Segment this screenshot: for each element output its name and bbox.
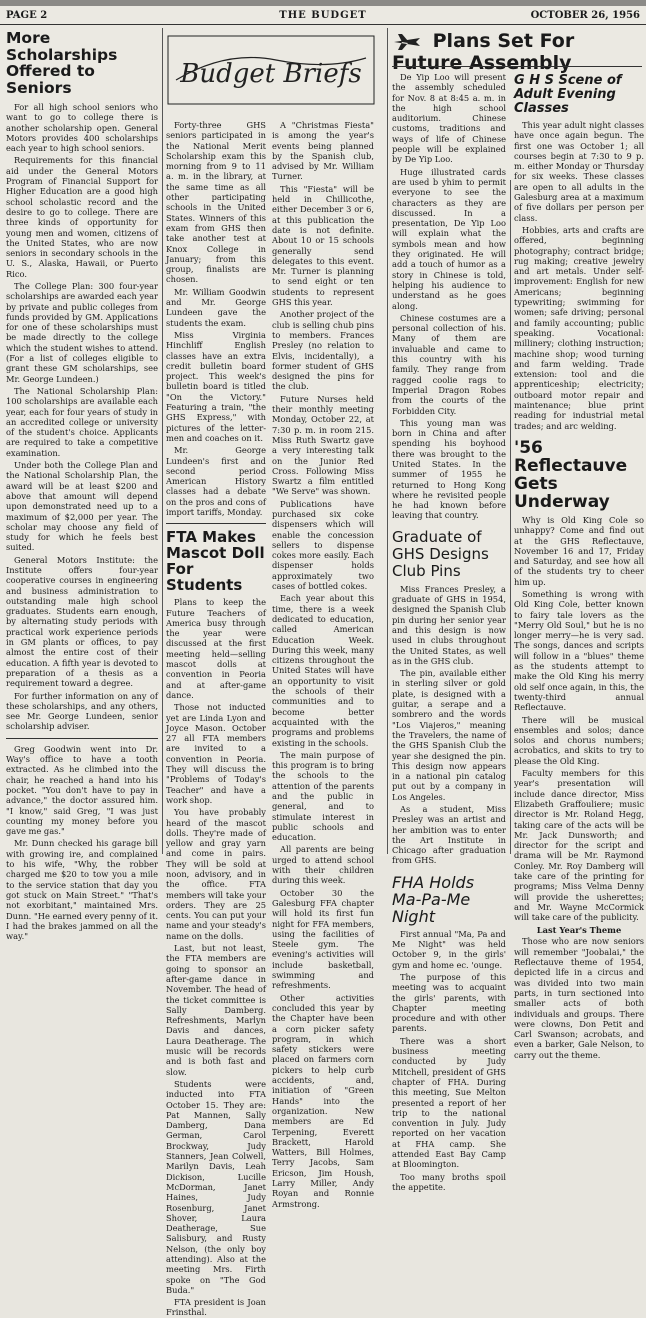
plans-headline: Plans Set For Future Assembly: [392, 30, 575, 74]
mascot-headline: FTA Makes Mascot Doll For Students: [166, 528, 265, 595]
paragraph: All parents are being urged to attend school with their children during this week.: [272, 844, 374, 886]
paragraph: Those not inducted yet are Linda Lyon and Joyce Mason. October 27 all FTA members are invited to a convention in Peoria. They will discuss the "Problems of Today's Teacher" and have a work shop.: [166, 702, 266, 805]
briefs-left-body: [166, 120, 266, 517]
paragraph: Other activities concluded this year by the Chapter have been a corn picker safety program, in which safety stickers were placed on farmers corn pickers to help curb accidents, and, initiation of "Green Hands" into the organization. New members are Ed Terpening, Everett Brackett, Harold Watters, Bill Holmes, Terry Jacobs, Sam Ericson, Jim Housh, Larry Miller, Andy Royan and Ronnie Armstrong.: [272, 992, 374, 1209]
paragraph: Hobbies, arts and crafts are offered, beginning photography; contract bridge; rug making; creative jewelry and art metals. Under self-improvement: English for new Americans; beginning typewriting; swimming for women; safe driving; personal and family accounting; public speaking. Vocational: millinery; clothing instruction; machine shop; wood turning and farm welding. Trade extension: tool and die apprenticeship; electricity; outboard motor repair and maintenance; blue print reading for industrial metal trades; and arc welding.: [514, 224, 644, 431]
paragraph: This "Fiesta" will be held in Chillicothe, either December 3 or 6, at this publication the date is not definite. About 10 or 15 schools generally send delegates to this event. Mr. Turner is planning to send eight or ten students to represent GHS this year.: [272, 183, 374, 308]
paragraph: Under both the College Plan and the National Scholarship Plan, the award will be at least $200 and above that amount will depend upon demonstrated need up to a maximum of $2,000 per year. The scholar may choose any field of study for which he feels best suited.: [6, 460, 158, 553]
paragraph: Mr. William Goodwin and Mr. George Lundeen gave the students the exam.: [166, 286, 266, 328]
theme-subhead: Last Year's Theme: [536, 925, 622, 936]
adult-body: [514, 120, 644, 431]
jokes-body: [6, 744, 158, 942]
plans-body: [392, 72, 506, 521]
paragraph: Plans to keep the Future Teachers of America busy through the year were discussed at the first meeting held—selling mascot dolls at convention in Peoria and at after-game dance.: [166, 597, 266, 700]
mascot-body: [166, 597, 266, 1317]
paragraph: The National Scholarship Plan: 100 scholarships are available each year, each for four years of study in an accredited college or university of the student's choice. Applicants are required to take a competitive examination.: [6, 385, 158, 458]
reflectauve-headline: '56 Reflectauve Gets Underway: [514, 437, 628, 512]
paragraph: You have probably heard of the mascot dolls. They're made of yellow and gray yarn and come in pairs. They will be sold at noon, advisory, and in the office. FTA members will take your orders. They are 25 cents. You can put your name and your steady's name on the dolls.: [166, 807, 266, 941]
scholarships-column: [6, 29, 158, 942]
paragraph: Greg Goodwin went into Dr. Way's office to have a tooth extracted. As he climbed into the chair, he reached a hand into his pocket. "You don't have to pay in advance," the doctor assured him. "I know," said Greg, "I was just counting my money before you gave me gas.": [6, 743, 158, 837]
paragraph: The purpose of this meeting was to acquaint the girls' parents, with Chapter meeting procedure and with other parents.: [392, 971, 506, 1034]
paragraph: This year adult night classes have once again begun. The first one was October 1; all courses begin at 7:30 to 9 p. m. either Monday or Thursday for six weeks. These classes are open to all adults in the Galesburg area at a maximum of five dollars per person per class.: [514, 120, 644, 223]
divider: [6, 738, 158, 739]
fha-headline: FHA Holds Ma-Pa-Me Night: [392, 872, 475, 926]
paragraph: Chinese costumes are a personal collection of his. Many of them are invaluable and came to this country with his family. They range from ragged coolie rags to Imperial Dragon Robes from the courts of the Forbidden City.: [392, 312, 506, 416]
paragraph: Last, but not least, the FTA members are going to sponsor an after-game dance in November. The head of the ticket committee is Sally Damberg. Refreshments, Marlyn Davis and dances, Laura Deatherage. The music will be records and is both fast and slow.: [166, 943, 266, 1077]
paragraph: Mr. Dunn checked his garage bill with growing ire, and complained to his wife, "Why, the robber charged me $20 to tow you a mile to the service station that day you got stuck on Main Street." "That's not exorbitant," maintained Mrs. Dunn. "He earned every penny of it. I had the brakes jammed on all the way.": [6, 838, 158, 942]
masthead-strip: [0, 0, 646, 6]
briefs-right-body: [272, 120, 374, 1209]
paragraph: Something is wrong with Old King Cole, better known to fairy tale lovers as the "Merry Old Soul," but he is no longer merry—he is very sad. The songs, dances and scripts will follow in a "blues" theme as the students attempt to make the Old King his merry old self once again, in this, the twenty-third annual Reflectauve.: [514, 588, 644, 713]
paragraph: The main purpose of this program is to bring the schools to the attention of the parents and the public in general, and to stimulate interest in public schools and education.: [272, 749, 374, 843]
paragraph: First annual "Ma, Pa and Me Night" was held October 9, in the girls' gym and home ec. 'ounge.: [392, 928, 506, 970]
graduate-headline: Graduate of GHS Designs Club Pins: [392, 527, 489, 580]
scholarships-body: [6, 102, 158, 732]
paragraph: Future Nurses held their monthly meeting Monday, October 22, at 7:30 p. m. in room 215. Miss Ruth Swartz gave a very interesting talk on the Junior Red Cross. Following Miss Swartz a film entitled "We Serve" was shown.: [272, 393, 374, 497]
budget-briefs-script: [166, 30, 376, 110]
scholarships-headline: More Scholarships Offered to Seniors: [6, 29, 118, 98]
paragraph: Requirements for this financial aid under the General Motors Program of Financial Support for Higher Education are a good high school scholastic record and the desire to go to college. There are three kinds of opportunity for young men and women, citizens of the United States, who are now seniors in secondary schools in the U. S., Alaska, Hawaii, or Puerto Rico.: [6, 155, 158, 279]
paragraph: A "Christmas Fiesta" is among the year's events being planned by the Spanish club, advised by Mr. William Turner.: [272, 120, 374, 182]
page-number: PAGE 2: [6, 10, 48, 21]
page-header: [0, 8, 646, 25]
adult-column: [514, 72, 644, 1060]
fha-body: [392, 929, 506, 1192]
paragraph: Mr. George Lundeen's first and second period American History classes had a debate on the pros and cons of import tariffs, Monday.: [166, 445, 266, 517]
reflectauve-body: [514, 515, 644, 923]
graduate-body: [392, 584, 506, 866]
paragraph: General Motors Institute: the Institute offers four-year cooperative courses in engineering and business administration to outstanding male high school graduates. Students earn enough, by alternating study periods with practical work experience periods in GM plants or offices, to pay almost the entire cost of their education. A fifth year is devoted to preparation of a thesis as a requirement toward a degree.: [6, 554, 158, 689]
paragraph: FTA president is Joan Frinsthal.: [166, 1297, 266, 1318]
paragraph: Too many broths spoil the appetite.: [392, 1171, 506, 1192]
column-rule: [387, 28, 388, 854]
briefs-column-right: [272, 120, 374, 1209]
issue-date: OCTOBER 26, 1956: [530, 10, 640, 21]
plans-column: [392, 72, 506, 1192]
adult-headline: G H S Scene of Adult Evening Classes: [514, 73, 622, 116]
paragraph: For all high school seniors who want to go to college there is another scholarship open. General Motors provides 400 scholarships each year to high school seniors.: [6, 101, 158, 154]
paragraph: There was a short business meeting conducted by Judy Mitchell, president of GHS chapter of FHA. During this meeting, Sue Melton presented a report of her trip to the national convention in July. Judy reported on her vacation at FHA camp. She attended East Bay Camp at Bloomington.: [392, 1035, 506, 1170]
paragraph: There will be musical ensembles and solos; dance solos and chorus numbers; acrobatics, and skits to try to please the Old King.: [514, 714, 644, 766]
paragraph: Miss Frances Presley, a graduate of GHS in 1954, designed the Spanish Club pin during her senior year and this design is now used in clubs throughout the United States, as well as in the GHS club.: [392, 583, 506, 666]
paragraph: Faculty members for this year's presentation will include dance director, Miss Elizabeth Graffouliere; music director is Mr. Roland Hegg, taking care of the acts will be Mr. Jack Dunsworth; and director for the script and drama will be Mr. Raymond Conley. Mr. Roy Damberg will take care of the printing for programs; Miss Velma Denny will provide the usherettes; and Mr. Wayne McCormick will take care of the publicity.: [514, 768, 644, 923]
paragraph: The College Plan: 300 four-year scholarships are awarded each year by private and public colleges from funds provided by GM. Applications for one of these scholarships must be made directly to the college which the student wishes to attend. (For a list of colleges eligible to grant these GM scholarships, see Mr. George Lundeen.): [6, 280, 158, 384]
paragraph: Each year about this time, there is a week dedicated to education, called American Education Week. During this week, many citizens throughout the United States will have an opportunity to visit the schools of their communities and to become better acquainted with the programs and problems existing in the schools.: [272, 593, 374, 748]
budget-briefs-title: Budget Briefs: [180, 59, 362, 89]
paragraph: Students were inducted into FTA October 15. They are: Pat Mannen, Sally Damberg, Dana German, Carol Brockway, Judy Stanners, Jean Colwell, Marilyn Davis, Leah Dickison, Lucille McDorman, Janet Haines, Judy Rosenburg, Janet Shover, Laura Deatherage, Sue Salisbury, and Rusty Nelson, (the only boy attending). Also at the meeting Mrs. Firth spoke on "The God Buda.": [166, 1078, 266, 1295]
budget-briefs-logo: [166, 30, 376, 110]
briefs-column-left: [166, 120, 266, 1318]
airplane-icon: [392, 32, 422, 52]
paragraph: Huge illustrated cards are used b yhim to permit everyone to see the characters as they are discussed. In a presentation, De Yip Loo will explain what the symbols mean and how they originated. He will add a touch of humor as a story in Chinese is told, helping his audience to understand as he goes along.: [392, 166, 506, 311]
paragraph: This young man was born in China and after spending his boyhood there was brought to the United States. In the summer of 1955 he returned to Hong Kong where he revisited people he had known before leaving that country.: [392, 417, 506, 521]
paragraph: De Yip Loo will present the assembly scheduled for Nov. 8 at 8:45 a. m. in the high school auditorium. Chinese customs, traditions and ways of life of Chinese people will be explained by De Yip Loo.: [392, 72, 506, 165]
plans-headline-block: [392, 30, 642, 74]
divider: [166, 523, 266, 524]
paragraph: Another project of the club is selling chub pins to members. Frances Presley (no relation to Elvis, incidentally), a former student of GHS designed the pins for the club.: [272, 309, 374, 392]
paper-name: THE BUDGET: [279, 10, 367, 21]
paragraph: Forty-three GHS seniors participated in the National Merit Scholarship exam this morning from 9 to 11 a. m. in the library, at the same time as all other participating schools in the United States. Winners of this exam from GHS then take another test at Knox College in January; from this group, finalists are chosen.: [166, 120, 266, 285]
paragraph: The pin, available either in sterling silver or gold plate, is designed with a guitar, a serape and a sombrero and the words "Los Viajeros," meaning the Travelers, the name of the GHS Spanish Club the year she designed the pin. This design now appears in a national pin catalog put out by a company in Los Angeles.: [392, 668, 506, 802]
paragraph: For further information on any of these scholarships, and any others, see Mr. George Lundeen, senior scholarship adviser.: [6, 690, 158, 732]
paragraph: October 30 the Galesburg FFA chapter will hold its first fun night for FFA members, using the facilities of Steele gym. The evening's activities will include basketball, swimming and refreshments.: [272, 887, 374, 991]
theme-paragraph: Those who are now seniors will remember "Joobalai," the Reflectauve theme of 1954, depicted life in a circus and was divided into two main parts, in turn sectioned into smaller acts of both individuals and groups. There were clowns, Don Petit and Carl Swanson; acrobats, and even a barker, Gale Nelson, to carry out the theme.: [514, 936, 644, 1060]
paragraph: Why is Old King Cole so unhappy? Come and find out at the GHS Reflectauve, November 16 and 17, Friday and Saturday, and see how all of the students try to cheer him up.: [514, 514, 644, 587]
paragraph: As a student, Miss Presley was an artist and her ambition was to enter the Art Institute in Chicago after graduation from GHS.: [392, 804, 506, 866]
column-rule: [510, 180, 511, 854]
column-rule: [162, 28, 163, 854]
paragraph: Miss Virginia Hinchliff English classes have an extra credit bulletin board project. This week's bulletin board is titled "On the Victory." Featuring a train, "the GHS Express," with pictures of the letter-men and coaches on it.: [166, 329, 266, 443]
paragraph: Publications have purchased six coke dispensers which will enable the concession sellers to dispense cokes more easily. Each dispenser holds approximately two cases of bottled cokes.: [272, 498, 374, 592]
